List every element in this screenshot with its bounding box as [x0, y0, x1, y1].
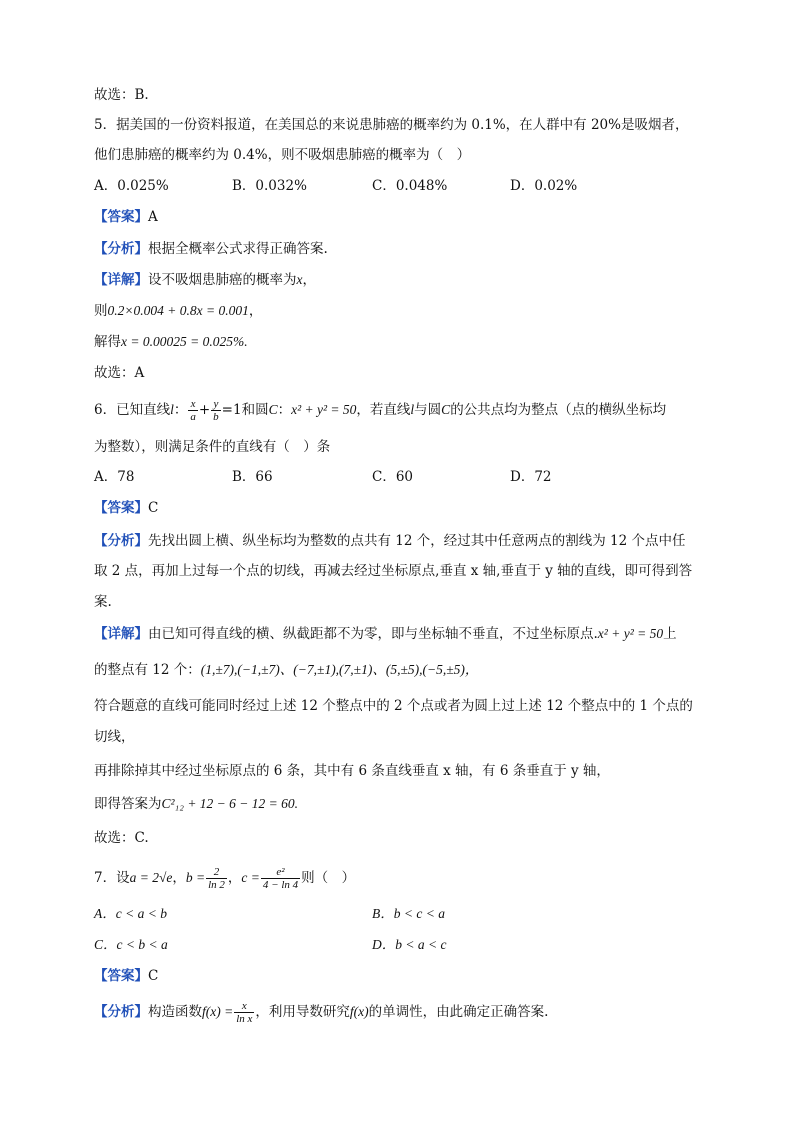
- stem-text: 与圆: [414, 402, 442, 418]
- circle-var: C: [268, 402, 278, 417]
- q7-option-d: D．b < a < c: [372, 937, 447, 952]
- stem-text: =1和圆: [221, 402, 269, 418]
- analysis-text: ，利用导数研究: [255, 1004, 350, 1020]
- q7-analysis: [94, 1000, 548, 1025]
- q7-option-c: C．c < b < a: [94, 937, 168, 952]
- stem-punct: ：: [173, 402, 188, 418]
- q6-stem-line1: [94, 398, 666, 423]
- q6-analysis-line3: 案.: [94, 594, 112, 610]
- fraction-x-over-a: [188, 398, 198, 423]
- c-fraction: [261, 866, 300, 891]
- fraction-y-over-b: [211, 398, 221, 423]
- fx-fraction: [234, 1000, 254, 1025]
- detail-tag: 【详解】: [94, 272, 148, 288]
- analysis-text: 构造函数: [148, 1004, 202, 1020]
- answer-tag: 【答案】: [94, 968, 148, 984]
- q6-option-b: B．66: [232, 469, 273, 485]
- c-lhs: c =: [241, 870, 260, 885]
- stem-punct: ，: [227, 870, 242, 886]
- q6-detail-line2: [94, 660, 478, 680]
- detail-equation: 0.2×0.004 + 0.8x = 0.001: [107, 303, 249, 318]
- q6-option-d: D．72: [510, 469, 552, 485]
- q6-analysis-line2: 取 2 点，再加上过每一个点的切线，再减去经过坐标原点,垂直 x 轴,垂直于 y 轴的直线，即可得到答: [94, 563, 693, 579]
- b-fraction: [206, 866, 227, 891]
- q7-option-a: A．c < a < b: [94, 906, 167, 921]
- analysis-text: 先找出圆上横、纵坐标均为整数的点共有 12 个，经过其中任意两点的割线为 12 个点中任: [148, 533, 686, 549]
- fx-lhs: f(x) =: [202, 1004, 234, 1019]
- detail-text: 即得答案为: [94, 796, 162, 812]
- detail-punct: ，: [302, 272, 316, 288]
- fraction-denominator: b: [213, 411, 219, 423]
- analysis-tag: 【分析】: [94, 533, 148, 549]
- q5-analysis: [94, 239, 328, 259]
- b-lhs: b =: [185, 870, 206, 885]
- detail-text: 解得: [94, 334, 121, 350]
- stem-text: 6．已知直线: [94, 402, 171, 418]
- analysis-text: 的单调性，由此确定正确答案.: [368, 1004, 549, 1020]
- detail-text: 则: [94, 303, 108, 319]
- stem-text: 则（ ）: [301, 870, 356, 886]
- q6-analysis-line1: [94, 531, 686, 551]
- detail-text: 上: [663, 626, 677, 642]
- q7-option-b: B．b < c < a: [372, 906, 445, 921]
- integer-points: (1,±7),(−1,±7)、(−7,±1),(7,±1)、(5,±5),(−5,±5)，: [200, 662, 479, 677]
- q5-detail-line3: [94, 332, 248, 352]
- fraction-denominator: a: [190, 411, 196, 423]
- line-var: l: [410, 402, 415, 417]
- q7-answer: [94, 966, 158, 986]
- q5-answer: [94, 207, 158, 227]
- q6-detail-line6: [94, 794, 298, 814]
- q6-detail-line5: 再排除掉其中经过坐标原点的 6 条，其中有 6 条直线垂直 x 轴，有 6 条垂直于 y 轴，: [94, 763, 610, 779]
- stem-text: 7．设: [94, 870, 130, 886]
- detail-punct: ，: [248, 303, 263, 319]
- answer-value: C: [148, 968, 159, 984]
- prev-choice: 故选：B.: [94, 87, 149, 103]
- fraction-denominator: ln 2: [208, 879, 225, 891]
- a-expression: a = 2√e: [129, 870, 173, 885]
- answer-tag: 【答案】: [94, 500, 148, 516]
- analysis-tag: 【分析】: [94, 1004, 148, 1020]
- stem-punct: ，: [172, 870, 186, 886]
- q6-detail-line3: 符合题意的直线可能同时经过上述 12 个整点中的 2 个点或者为圆上过上述 12 个整点中的 1 个点的: [94, 698, 693, 714]
- detail-text: 设不吸烟患肺癌的概率为: [148, 272, 297, 288]
- fraction-denominator: 4 − ln 4: [262, 879, 299, 891]
- analysis-tag: 【分析】: [94, 241, 148, 257]
- fraction-numerator: x: [234, 1000, 254, 1013]
- q5-choice: 故选：A: [94, 365, 145, 381]
- q6-option-c: C．60: [372, 469, 414, 485]
- stem-text: 的公共点均为整点（点的横纵坐标均: [450, 402, 667, 418]
- q6-choice: 故选：C.: [94, 830, 149, 846]
- q6-option-a: A．78: [94, 469, 135, 485]
- stem-text: ，若直线: [356, 402, 411, 418]
- q5-stem-line1: 5．据美国的一份资料报道，在美国总的来说患肺癌的概率约为 0.1%，在人群中有 20%是吸烟者，: [94, 117, 689, 133]
- detail-equation: C²₁₂ + 12 − 6 − 12 = 60.: [161, 796, 299, 811]
- fraction-numerator: e²: [261, 866, 300, 879]
- detail-var: x: [296, 272, 303, 287]
- fx-expression: f(x): [349, 1004, 369, 1019]
- fraction-numerator: x: [188, 398, 198, 411]
- fraction-numerator: 2: [206, 866, 227, 879]
- q5-option-b: B．0.032%: [232, 178, 307, 194]
- q5-detail-line2: [94, 301, 262, 321]
- analysis-text: 根据全概率公式求得正确答案.: [148, 241, 328, 257]
- q6-answer: [94, 498, 158, 518]
- line-var: l: [170, 402, 174, 417]
- q5-option-d: D．0.02%: [510, 178, 578, 194]
- answer-value: A: [148, 209, 158, 225]
- q5-option-a: A．0.025%: [94, 178, 169, 194]
- fraction-denominator: ln x: [236, 1013, 253, 1025]
- plus-sign: +: [198, 402, 211, 418]
- detail-equation: x = 0.00025 = 0.025%.: [121, 334, 248, 349]
- q6-detail-line4: 切线，: [94, 729, 135, 745]
- q6-detail-line1: [94, 624, 677, 644]
- answer-value: C: [148, 500, 159, 516]
- detail-tag: 【详解】: [94, 626, 148, 642]
- circle-equation: x² + y² = 50: [291, 402, 357, 417]
- circle-equation: x² + y² = 50: [597, 626, 664, 641]
- q5-stem-line2: 他们患肺癌的概率约为 0.4%，则不吸烟患肺癌的概率为（ ）: [94, 147, 471, 163]
- q7-stem: [94, 866, 355, 891]
- circle-var: C: [441, 402, 451, 417]
- detail-text: 由已知可得直线的横、纵截距都不为零，即与坐标轴不垂直，不过坐标原点.: [148, 626, 598, 642]
- fraction-numerator: y: [211, 398, 221, 411]
- q5-option-c: C．0.048%: [372, 178, 448, 194]
- q6-stem-line2: 为整数），则满足条件的直线有（ ）条: [94, 439, 331, 455]
- stem-punct: ：: [277, 402, 292, 418]
- detail-text: 的整点有 12 个：: [94, 662, 201, 678]
- q5-detail-line1: [94, 270, 316, 290]
- answer-tag: 【答案】: [94, 209, 148, 225]
